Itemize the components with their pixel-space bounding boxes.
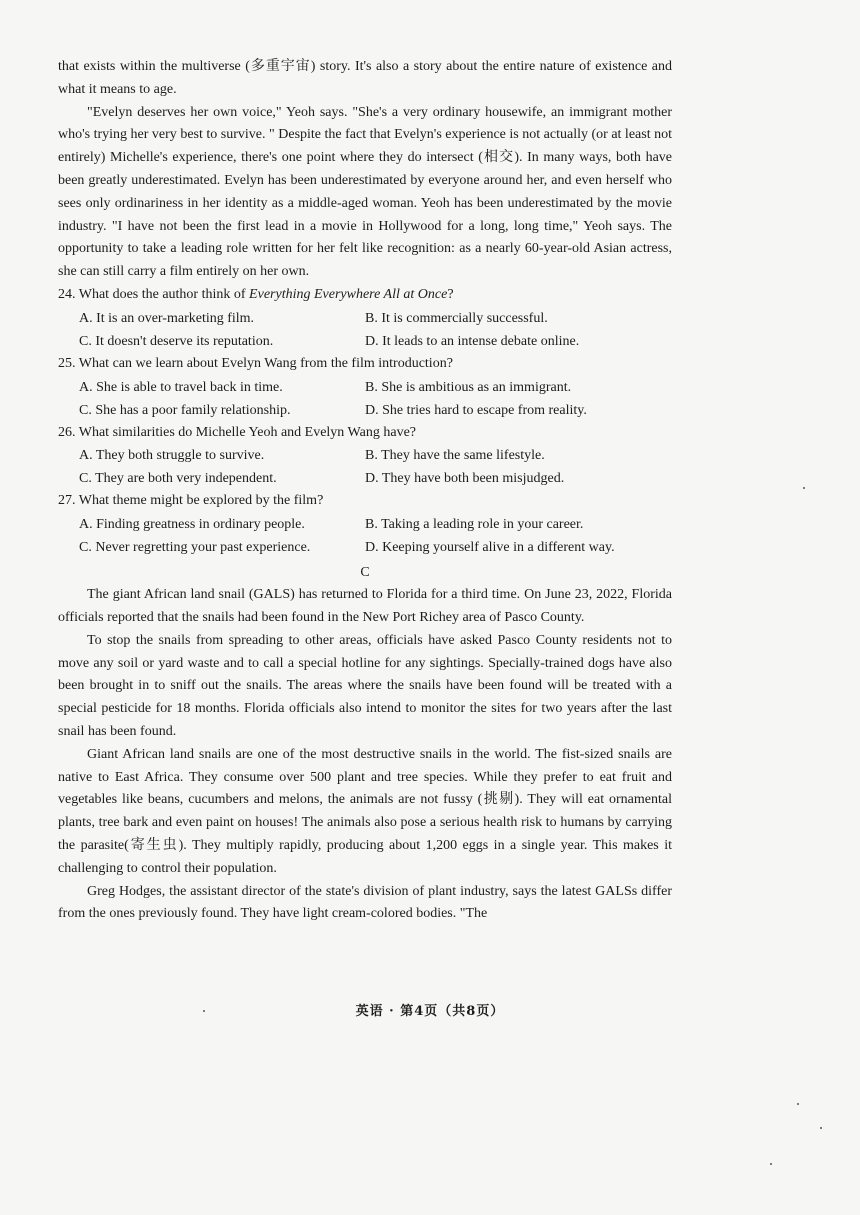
option-a: A. They both struggle to survive. (79, 448, 265, 464)
option-b: B. Taking a leading role in your career. (365, 517, 584, 533)
option-a: A. She is able to travel back in time. (79, 379, 283, 395)
question-stem: 27. What theme might be explored by the film? (58, 493, 324, 509)
option-d: D. They have both been misjudged. (365, 471, 565, 487)
scan-speck (203, 1010, 205, 1012)
question-25 (58, 353, 672, 422)
option-d: D. It leads to an intense debate online. (365, 333, 580, 349)
option-b: B. It is commercially successful. (365, 310, 548, 326)
passage-paragraph: "Evelyn deserves her own voice," Yeoh says. "She's a very ordinary housewife, an immigrant mother who's trying her very best to survive. " Despite the fact that Evelyn's experience is not actually (or at least not entirely) Michelle's experience, there's one point where they do intersect (相交). In many ways, both have been greatly underestimated. Evelyn has been underestimated by everyone around her, and even herself who sees only ordinariness in her identity as a middle-aged woman. Yeoh has been underestimated by the movie industry. "I have not been the first lead in a movie in Hollywood for a long, long time," Yeoh says. The opportunity to take a leading role written for her felt like recognition: as a nearly 60-year-old Asian actress, she can still carry a film entirely on her own. (58, 104, 672, 280)
answer-options (58, 376, 672, 422)
question-stem: 24. What does the author think of Everything Everywhere All at Once? (58, 286, 454, 302)
scan-speck (820, 1127, 822, 1129)
question-24 (58, 284, 672, 353)
option-d: D. She tries hard to escape from reality. (365, 402, 587, 418)
question-27 (58, 490, 672, 559)
option-c: C. She has a poor family relationship. (79, 402, 291, 418)
answer-options (58, 513, 672, 559)
exam-page (58, 56, 672, 926)
option-a: A. Finding greatness in ordinary people. (79, 517, 305, 533)
section-heading: C (360, 565, 370, 581)
option-c: C. It doesn't deserve its reputation. (79, 333, 274, 349)
passage-paragraph: To stop the snails from spreading to other areas, officials have asked Pasco County residents not to move any soil or yard waste and to call a special hotline for any sightings. Specially-trained dogs have also been brought in to sniff out the snails. The areas where the snails have been found will be treated with a special pesticide for 18 months. Florida officials also intend to monitor the sites for two years after the last snail has been found. (58, 632, 672, 739)
page-footer: 英语 · 第4页（共8页） (355, 1004, 505, 1019)
option-b: B. She is ambitious as an immigrant. (365, 379, 572, 395)
option-c: C. They are both very independent. (79, 471, 277, 487)
answer-options (58, 444, 672, 490)
question-stem: 26. What similarities do Michelle Yeoh and Evelyn Wang have? (58, 424, 417, 440)
question-26 (58, 422, 672, 491)
scan-speck (770, 1163, 772, 1165)
question-stem: 25. What can we learn about Evelyn Wang from the film introduction? (58, 355, 453, 371)
passage-paragraph: Giant African land snails are one of the most destructive snails in the world. The fist-sized snails are native to East Africa. They consume over 500 plant and tree species. While they prefer to eat fruit and vegetables like beans, cucumbers and melons, the animals are not fussy (挑剔). They will eat ornamental plants, tree bark and even paint on houses! The animals also pose a serious health risk to humans by carrying the parasite(寄生虫). They multiply rapidly, producing about 1,200 eggs in a single year. This makes it challenging to control their population. (58, 746, 672, 876)
scan-speck (797, 1103, 799, 1105)
answer-options (58, 307, 672, 353)
option-b: B. They have the same lifestyle. (365, 448, 545, 464)
scan-speck (803, 487, 805, 489)
passage-paragraph: Greg Hodges, the assistant director of the state's division of plant industry, says the latest GALSs differ from the ones previously found. They have light cream-colored bodies. "The (58, 883, 672, 922)
passage-paragraph: that exists within the multiverse (多重宇宙) story. It's also a story about the entire nature of existence and what it means to age. (58, 59, 672, 97)
passage-paragraph: The giant African land snail (GALS) has returned to Florida for a third time. On June 23, 2022, Florida officials reported that the snails had been found in the New Port Richey area of Pasco County. (58, 587, 672, 625)
option-c: C. Never regretting your past experience. (79, 540, 311, 556)
option-a: A. It is an over-marketing film. (79, 310, 255, 326)
option-d: D. Keeping yourself alive in a different way. (365, 540, 615, 556)
